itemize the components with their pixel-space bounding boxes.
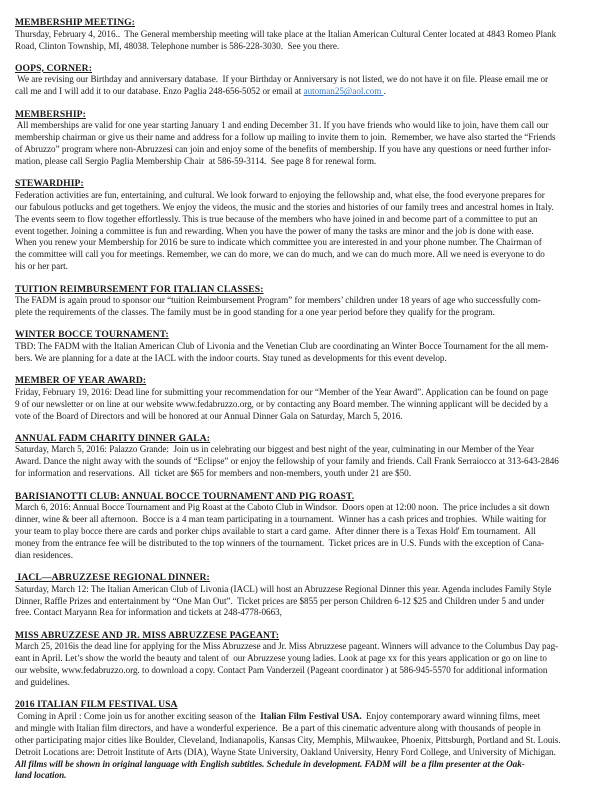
section-stewardship: [15, 178, 600, 273]
emphasis-line: land location.: [15, 770, 67, 781]
body-line: Thursday, February 4, 2016.. The General membership meeting will take place at the Italian American Cultural Center located at 4843 Romeo Plank: [15, 28, 557, 39]
body-line: dinner, wine & beer all afternoon. Bocce is a 4 man team participating in a tournament. Winner has a cash prices and trophies. While waiting for: [15, 514, 547, 525]
body-line: our fabulous potlucks and get togethers. We enjoy the videos, the music and the stories and histories of our family trees and ancestral homes in Italy.: [15, 201, 554, 212]
body-line: the committee will call you for meetings. Remember, we can do more, we can do much, and we can do much more. All we need is everyone to do: [15, 249, 545, 260]
section-heading: ANNUAL FADM CHARITY DINNER GALA:: [15, 432, 211, 444]
section-heading: STEWARDHIP:: [15, 178, 84, 190]
body-text: Enjoy contemporary award winning films, meet: [361, 710, 541, 721]
body-line: [15, 711, 600, 723]
body-text: call me and I will add it to our database. Enzo Paglia 248-656-5052 or email at: [15, 86, 304, 97]
body-line: TBD: The FADM with the Italian American Club of Livonia and the Venetian Club are coordinating an Winter Bocce Tournament for the all mem-: [15, 340, 549, 351]
section-pageant: [15, 630, 600, 689]
body-line: vote of the Board of Directors and will be honored at our Annual Dinner Gala on Saturday, March 5, 2016.: [15, 410, 403, 421]
body-line: All memberships are valid for one year starting January 1 and ending December 31. If you have friends who would like to join, have them call our: [15, 120, 549, 131]
festival-name: Italian Film Festival USA.: [260, 710, 362, 721]
body-line: event together. Joining a committee is fun and rewarding. When you have the power of many the tasks are minor and the job is done with ease.: [15, 225, 534, 236]
body-line: Friday, February 19, 2016: Dead line for submitting your recommendation for our “Member of the Year Award”. Application can be found on page: [15, 386, 548, 397]
section-dinner-gala: [15, 433, 600, 480]
body-line: 9 of our newsletter or on line at our website www.fedabruzzo.org, or by contacting any Board member. The winning applicant will be decided by a: [15, 398, 548, 409]
newsletter-page: [15, 17, 600, 793]
section-iacl-dinner: [15, 572, 600, 619]
section-heading: MEMBERSHIP MEETING:: [15, 17, 135, 28]
body-line: March 25, 2016is the dead line for applying for the Miss Abruzzese and Jr. Miss Abruzzese pageant. Winners will advance to the Columbus Day pag-: [15, 641, 559, 652]
body-line: Detroit Locations are: Detroit Institute of Arts (DIA), Wayne State University, Oakland University, Henry Ford College, and University of Michigan.: [15, 746, 556, 757]
body-line: We are revising our Birthday and anniversary database. If your Birthday or Anniversary is not listed, we do not have it on file. Please email me or: [15, 74, 549, 85]
section-heading: TUITION REIMBURSEMENT FOR ITALIAN CLASSES:: [15, 283, 264, 295]
body-line: Saturday, March 12: The Italian American Club of Livonia (IACL) will host an Abruzzese Regional Dinner this year. Agenda includes Family Style: [15, 583, 552, 594]
body-line: free. Contact Maryann Rea for information and tickets at 248-4778-0663,: [15, 607, 282, 618]
body-line: bers. We are planning for a date at the IACL with the indoor courts. Stay tuned as developments for this event develop.: [15, 352, 447, 363]
body-line: eant in April. Let’s show the world the beauty and talent of our Abruzzese young ladies. Look at page xx for this years application or go on line to: [15, 653, 547, 664]
body-line: his or her part.: [15, 261, 68, 272]
body-line: March 6, 2016: Annual Bocce Tournament and Pig Roast at the Caboto Club in Windsor. Doors open at 12:00 noon. The price includes a sit down: [15, 502, 550, 513]
body-line: Road, Clinton Township, MI, 48038. Telephone number is 586-228-3030. See you there.: [15, 40, 340, 51]
section-oops-corner: [15, 63, 600, 98]
body-line: Saturday, March 5, 2016: Palazzo Grande: Join us in celebrating our biggest and best night of the year, culminating in our Member of the Year: [15, 444, 534, 455]
body-line: for information and reservations. All ticket are $65 for members and non-members, youth under 21 are $50.: [15, 468, 411, 479]
body-text: .: [383, 86, 386, 97]
section-member-of-year: [15, 375, 600, 422]
body-line: our website, www.fedabruzzo.org. to download a copy. Contact Pam Vanderzeil (Pageant coordinator ) at 586-945-5570 for additional information: [15, 665, 548, 676]
body-line: mation, please call Sergio Paglia Membership Chair at 586-59-3114. See page 8 for renewal form.: [15, 155, 377, 166]
body-line: The FADM is again proud to sponsor our “tuition Reimbursement Program” for members’ children under 18 years of age who successfully com-: [15, 295, 541, 306]
section-heading: MEMBER OF YEAR AWARD:: [15, 375, 147, 387]
section-heading: IACL—ABRUZZESE REGIONAL DINNER:: [15, 572, 210, 584]
section-winter-bocce: [15, 329, 600, 364]
section-heading: OOPS, CORNER:: [15, 62, 92, 74]
section-film-festival: [15, 699, 600, 782]
body-line: The events seem to flow together effortlessly. This is true because of the members who have joined in and become part of a committee to put an: [15, 213, 538, 224]
body-line: plete the requirements of the classes. The family must be in good standing for a one year period before they qualify for the program.: [15, 307, 495, 318]
section-heading: BARISIANOTTI CLUB: ANNUAL BOCCE TOURNAMENT AND PIG ROAST.: [15, 490, 355, 502]
body-line: membership chairman or give us their name and address for a follow up mailing to invite them to join. Remember, we have also started the “Friends: [15, 132, 556, 143]
section-membership: [15, 109, 600, 168]
section-membership-meeting: [15, 17, 600, 52]
body-line: Dinner, Raffle Prizes and entertainment by “One Man Out”. Ticket prices are $855 per person Children 6-12 $25 and Children under 5 and under: [15, 595, 545, 606]
section-heading: MEMBERSHIP:: [15, 108, 86, 120]
body-line: [15, 86, 600, 98]
section-tuition-reimbursement: [15, 284, 600, 319]
body-line: Federation activities are fun, entertaining, and cultural. We look forward to enjoying the fellowship and, what else, the food everyone prepares for: [15, 189, 545, 200]
body-text: Coming in April : Come join us for another exciting season of the: [15, 710, 261, 721]
body-line: money from the entrance fee will be distributed to the top winners of the tournament. Ticket prices are in U.S. Funds with the exception of Cana-: [15, 537, 544, 548]
body-line: Award. Dance the night away with the sounds of “Eclipse” or enjoy the fellowship of your family and friends. Call Frank Serraiocco at 313-643-2846: [15, 456, 559, 467]
body-line: When you renew your Membership for 2016 be sure to indicate which committee you are interested in and your phone number. The Chairman of: [15, 237, 542, 248]
body-line: dian residences.: [15, 549, 73, 560]
section-barisianotti-club: [15, 491, 600, 562]
body-line: and guidelines.: [15, 677, 70, 688]
section-heading: MISS ABRUZZESE AND JR. MISS ABRUZZESE PAGEANT:: [15, 629, 280, 641]
emphasis-line: All films will be shown in original language with English subtitles. Schedule in development. FADM will be a film presenter at the Oak-: [15, 758, 525, 769]
section-heading: 2016 ITALIAN FILM FESTIVAL USA: [15, 699, 178, 711]
body-line: your team to play bocce there are cards and porker chips available to start a card game. After dinner there is a Texas Hold' Em tournament. All: [15, 525, 536, 536]
section-heading: WINTER BOCCE TOURNAMENT:: [15, 329, 169, 341]
body-line: and mingle with Italian film directors, and have a wonderful experience. Be a part of this cinematic adventure along with thousands of people in: [15, 722, 541, 733]
body-line: other participating major cities like Boulder, Cleveland, Indianapolis, Kansas City, Memphis, Milwaukee, Phoenix, Pittsburgh, Portland and St. Louis.: [15, 734, 561, 745]
email-link[interactable]: automan25@aol.com: [303, 86, 384, 97]
body-line: of Abruzzo” program where non-Abruzzesi can join and enjoy some of the benefits of membership. If you have any questions or need further infor-: [15, 144, 552, 154]
